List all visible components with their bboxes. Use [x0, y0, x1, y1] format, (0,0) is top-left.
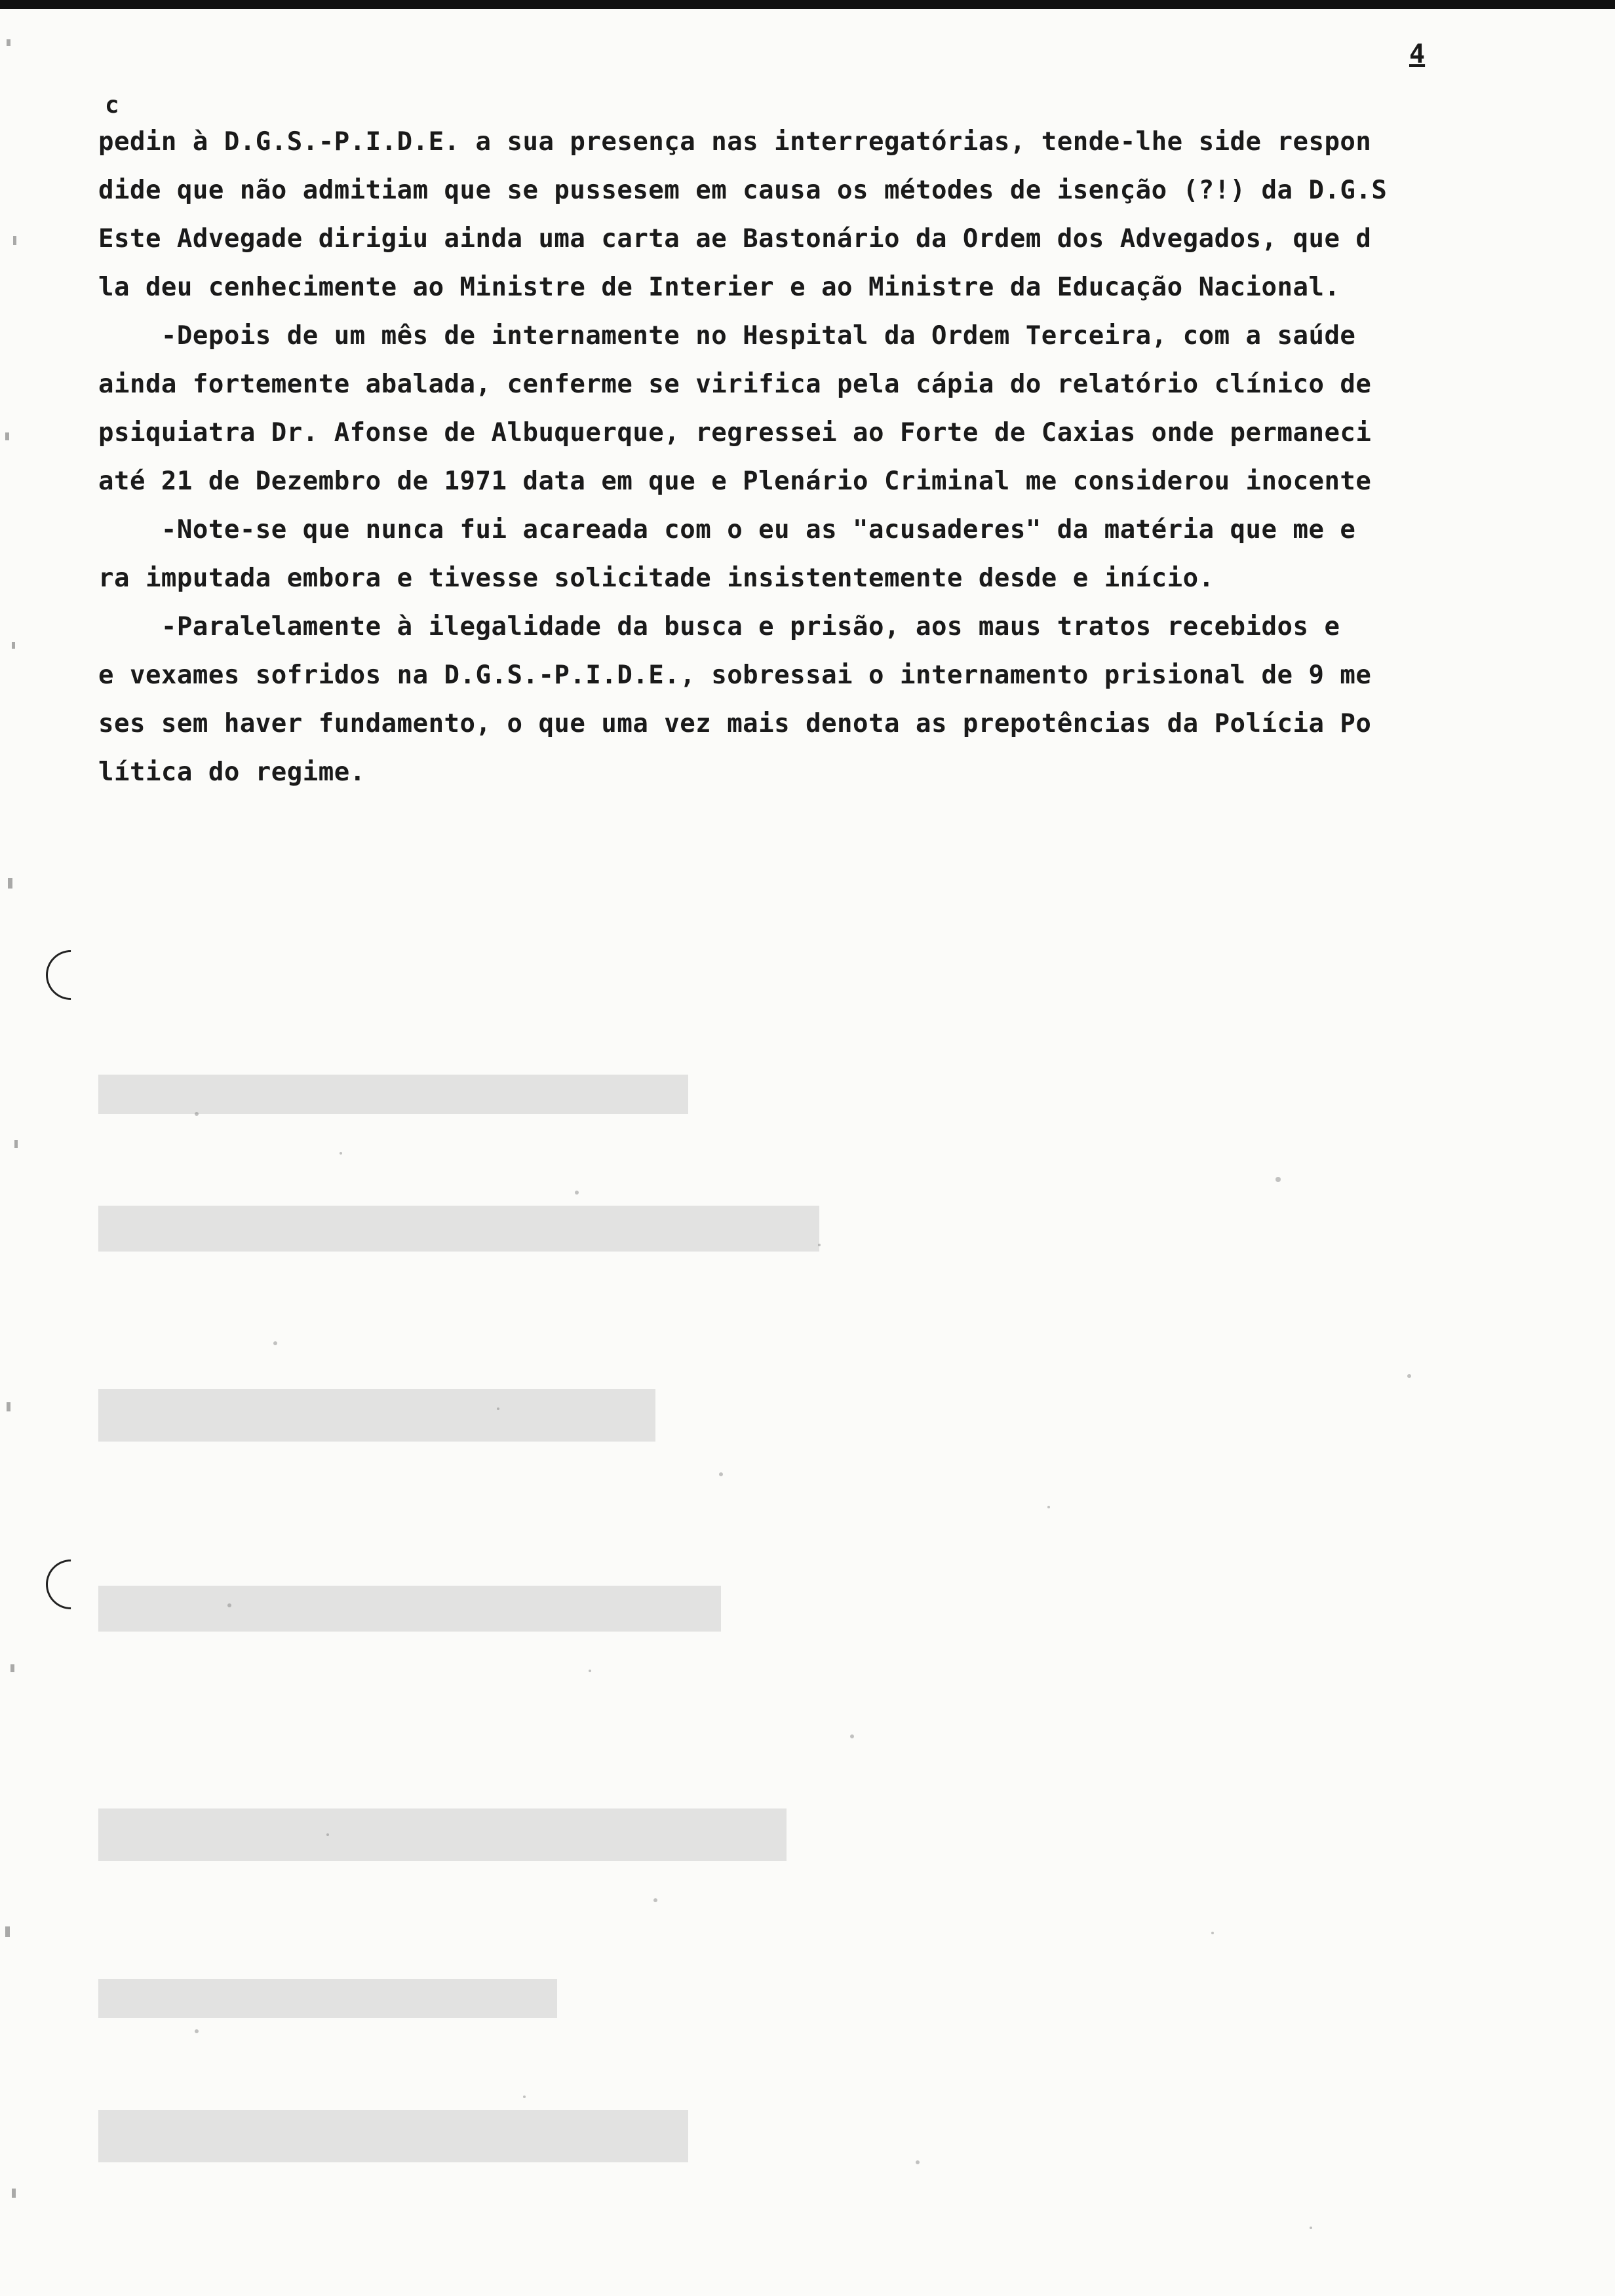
text-line: la deu cenhecimente ao Ministre de Interier e ao Ministre da Educação Nacional. [98, 273, 1340, 302]
text-line: pedin à D.G.S.-P.I.D.E. a sua presença nas interregatórias, tende-lhe side respon [98, 127, 1372, 157]
text-line: Este Advegade dirigiu ainda uma carta ae Bastonário da Ordem dos Advegados, que d [98, 224, 1372, 254]
text-line: e vexames sofridos na D.G.S.-P.I.D.E., sobressai o internamento prisional de 9 me [98, 660, 1372, 690]
text-line: ses sem haver fundamento, o que uma vez mais denota as prepotências da Polícia Po [98, 709, 1372, 738]
text-line: -Depois de um mês de internamente no Hespital da Ordem Terceira, com a saúde [98, 321, 1356, 351]
typed-text-body [98, 118, 1521, 797]
text-line: até 21 de Dezembro de 1971 data em que e Plenário Criminal me considerou inocente [98, 467, 1372, 496]
scan-top-edge [0, 0, 1615, 9]
text-line: psiquiatra Dr. Afonse de Albuquerque, regressei ao Forte de Caxias onde permaneci [98, 418, 1372, 448]
corner-mark: c [105, 92, 119, 119]
text-line: -Note-se que nunca fui acareada com o eu as "acusaderes" da matéria que me e [98, 515, 1356, 545]
text-line: dide que não admitiam que se pussesem em causa os métodes de isenção (?!) da D.G.S [98, 176, 1388, 205]
left-margin-speckle [0, 26, 46, 2280]
text-line: ra imputada embora e tivesse solicitade insistentemente desde e início. [98, 564, 1215, 593]
page-number: 4 [1409, 39, 1426, 69]
text-line: ainda fortemente abalada, cenferme se virifica pela cápia do relatório clínico de [98, 370, 1372, 399]
text-line: -Paralelamente à ilegalidade da busca e prisão, aos maus tratos recebidos e [98, 612, 1340, 641]
text-line: lítica do regime. [98, 757, 366, 787]
